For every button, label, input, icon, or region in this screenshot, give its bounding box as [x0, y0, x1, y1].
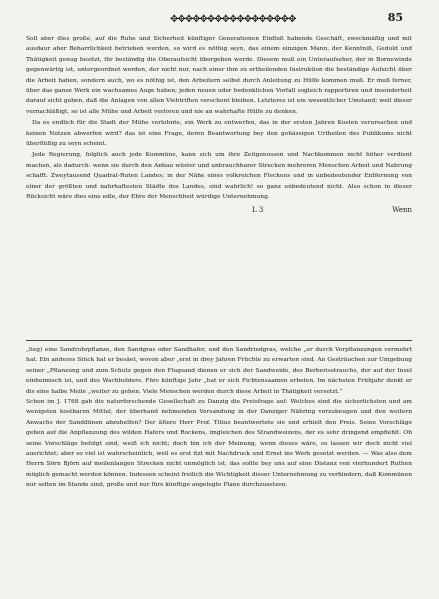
paragraph-2: Da es endlich für die Stadt der Mühe verlohnte, ein Werk zu entwerfen, das in der ersten Jahren Kosten verursachen und keinen Nutzen abwerfen wird? das ist eine Frage, deren Beantwortung bey den gehässigen Urtheilen des Publikums nicht überflüßig zu seyn scheint.	[26, 120, 412, 148]
catchword: Wenn	[392, 205, 412, 214]
paragraph-1: Soll aber dies große, auf die Ruhe und Sicherheit künftiger Generationen Einfluß habende Geschäft, zweckmäßig und mit ausdaur aber Beharrlichkeit betrieben werden, so wird es nöthig seyn, das einem einzigen Mann, der Kenntniß, Geduld und Thätigkeit genug besitzt, für beständig die Oberaufsicht übergeben werde. Diesem muß ein Unteraufseher, der in Bornewinde gegenwärtig ist, untergeordnet werden, der nicht nur, nach einer ihm zu ertheilenden Instruktion die beständige Aufsicht über die Arbeit haben, sondern auch, wo es nöthig ist, den Arbeitern selbst durch Anleitung zu Hülfe kommen muß. Er muß ferner, über das ganze Werk ein wachsames Auge haben; jeden neuen oder bedenklichen Vorfall sogleich rapportiren und insonderheit darauf sicht geben, daß die Anlagen von allen Viehtriften verschont bleiben. Letzteres ist ein wesentlicher Umstand; weil dieser vernachläßigt, so ist alle Mühe und Arbeit verloren und nie an wahrhafte Hülfe zu denken.	[26, 36, 412, 115]
page-header	[0, 10, 439, 30]
signature-mark: L 3	[252, 205, 264, 214]
footnote-paragraph-2: Schon im J. 1768 gab die naturforschende Gesellschaft zu Danzig die Preisfrage auf: Welches sind die sicherlichsten und am wenigsten kostbaren Mittel, der überhand nehmenden Versandung in der Danziger Nähring vorzubeugen und den weitern Anwachs der Sanddünen abzuhelfen? Der ältere Herr Prof. Titius beantwortete sie und erhielt den Preis. Seine Vorschläge gehen auf die Anpflanzung des wilden Hafers und Rockens, imgleichen des Strandweizens, der es sehr dringend empfiehlt. Ob seine Vorschläge befolgt sind, weiß ich nicht; doch bin ich der Meinung, wenn dieses wäre, so lassen wir doch nicht viel ausrichtet; aber so viel ist wahrscheinlich, weil es erst itzt mit Nachdruck und Ernst ins Werk gesetzt werden. — Was also dem Herrn Sörn Björn auf meilenlangen Strecken nicht unmöglich ist, das sollte bey uns auf eine Distanz von vierhundert Ruthen möglich gemacht werden können. Indessen scheint freilich die Wichtigkeit dieser Unternehmung zu verhindern, daß Kommünen nur selten im Stande sind, große und nur fürs künftige angelegte Plane durchzusetzen.	[26, 399, 412, 489]
footnote-paragraph-1: „lieg) eine Sandrohrpflanze, den Sandgras oder Sandhafer, und den Sandriedgras, welche „er durch Verpflanzungen vermehrt hat. Ein anderes Stück hat er besäet, wovon aber „erst in drey Jahren Früchte zu erwarten sind. An Gesträuchen zur Umgebung seiner „Pflanzung und zum Schutz gegen den Flugsand dienen er sich der Sandweide, des Berberisstrauchs, der auf der Insel einheimisch ist, und des Wachholders. Fürs künftige Jahr „hat er sich Fichtensaamen erbeten. Im nächsten Frühjahr denkt er dis eine halbe Meile „weiter zu gehen. Viele Menschen werden durch diese Arbeit in Thätigkeit versetzt.“	[26, 347, 412, 395]
main-text	[26, 34, 412, 217]
page-number: 85	[387, 11, 403, 24]
paragraph-3: Jede Regierung, folglich auch jede Kommüne, kann sich um ihre Zeitgenossen und Nachkommen nicht höher verdient machen, als dadurch: wenn sie durch den Anbau wüster und unbrauchbarer Strecken mehreren Menschen Arbeit und Nahrung schafft. Zweytausend Quadrat-Ruten Landes; in der Nähe eines volkreichen Fleckens und in unbedeutender Entfernung von einer der größten und nahrhaftesten Städte des Landes, sind wahrlich! so ganz unbedeutend nicht. Also schon in dieser Rücksicht wäre dies eine edle, der Ehre der Menschheit würdige Unternehmung.	[26, 152, 412, 201]
footnote-text	[26, 345, 412, 491]
ornamental-header-band: ✥✥✥✥✥✥✥✥✥✥✥✥✥✥✥✥✥	[170, 14, 296, 25]
footnote-divider	[26, 340, 412, 341]
signature-row	[26, 205, 412, 217]
